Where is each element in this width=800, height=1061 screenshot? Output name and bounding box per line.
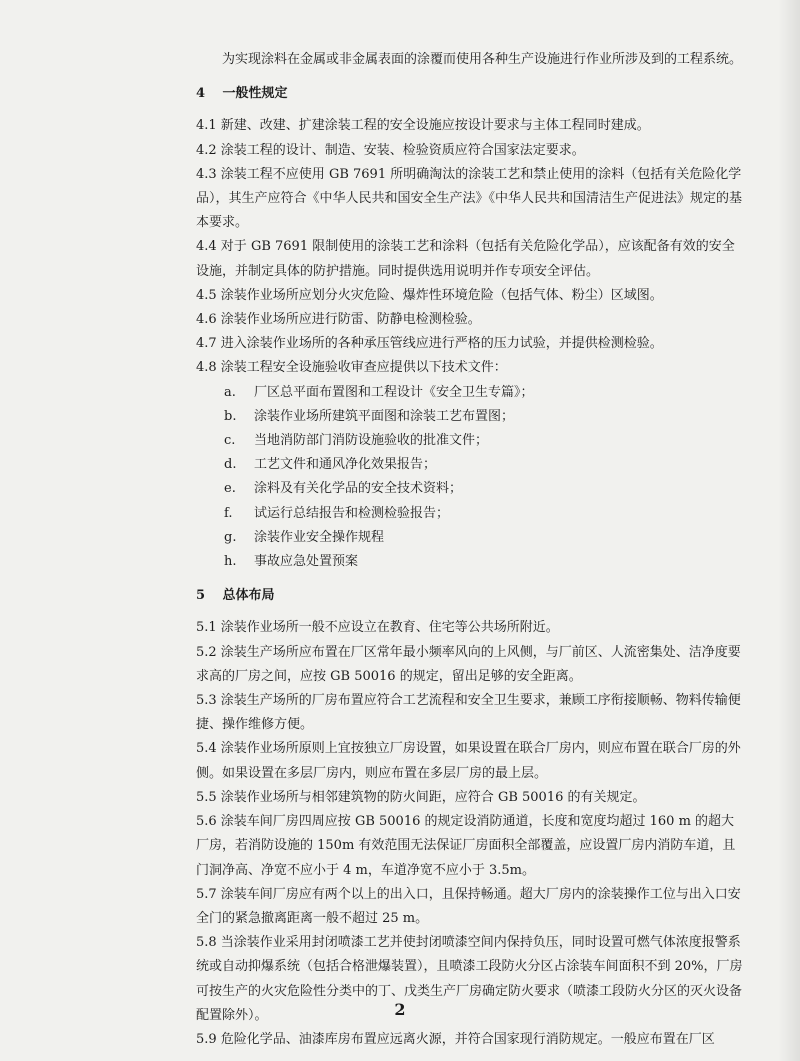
clause-5-3: 5.3 涂装生产场所的厂房布置应符合工艺流程和安全卫生要求，兼顾工序衔接顺畅、物料传输便捷、操作维修方便。 — [196, 693, 741, 733]
list-item: f. 试运行总结报告和检测检验报告； — [224, 505, 450, 521]
intro-paragraph: 为实现涂料在金属或非金属表面的涂覆而使用各种生产设施进行作业所涉及到的工程系统。 — [222, 52, 743, 67]
scan-edge-shadow — [778, 0, 800, 1061]
clause-5-8: 5.8 当涂装作业采用封闭喷漆工艺并使封闭喷漆空间内保持负压，同时设置可燃气体浓度报警系统或自动抑爆系统（包括合格泄爆装置），且喷漆工段防火分区占涂装车间面积不到 20%，厂房可按生产的火灾危险性分类中的丁、戊类生产厂房确定防火要求（喷漆工段防火分区的灭火设备配置除外）。 — [196, 935, 743, 1023]
required-documents-list — [196, 381, 744, 575]
page-number: 2 — [394, 1000, 406, 1019]
list-item: g. 涂装作业安全操作规程 — [224, 529, 385, 545]
section-5-heading — [196, 584, 744, 608]
clause-4-7: 4.7 进入涂装作业场所的各种承压管线应进行严格的压力试验，并提供检测检验。 — [196, 336, 663, 352]
list-item: d. 工艺文件和通风净化效果报告； — [224, 457, 437, 473]
section-title: 总体布局 — [222, 588, 275, 604]
section-4-heading — [196, 82, 744, 106]
clause-4-8: 4.8 涂装工程安全设施验收审查应提供以下技术文件： — [196, 360, 507, 376]
clause-5-5: 5.5 涂装作业场所与相邻建筑物的防火间距，应符合 GB 50016 的有关规定。 — [196, 789, 646, 805]
list-item: c. 当地消防部门消防设施验收的批准文件； — [224, 433, 489, 449]
section-title: 一般性规定 — [222, 86, 288, 102]
clause-4-2: 4.2 涂装工程的设计、制造、安装、检验资质应符合国家法定要求。 — [196, 142, 585, 158]
clause-4-3: 4.3 涂装工程不应使用 GB 7691 所明确淘汰的涂装工艺和禁止使用的涂料（包括有关危险化学品），其生产应符合《中华人民共和国安全生产法》《中华人民共和国清洁生产促进法》规定的基本要求。 — [196, 166, 743, 231]
clause-4-5: 4.5 涂装作业场所应划分火灾危险、爆炸性环境危险（包括气体、粉尘）区域图。 — [196, 287, 663, 303]
list-item: a. 厂区总平面布置图和工程设计《安全卫生专篇》； — [224, 384, 534, 400]
list-item: h. 事故应急处置预案 — [224, 554, 359, 570]
section-number: 4 — [196, 86, 206, 102]
clause-5-2: 5.2 涂装生产场所应布置在厂区常年最小频率风向的上风侧，与厂前区、人流密集处、洁净度要求高的厂房之间，应按 GB 50016 的规定，留出足够的安全距离。 — [196, 644, 741, 684]
clause-5-7: 5.7 涂装车间厂房应有两个以上的出入口，且保持畅通。超大厂房内的涂装操作工位与出入口安全门的紧急撤离距离一般不超过 25 m。 — [196, 886, 741, 926]
clause-4-6: 4.6 涂装作业场所应进行防雷、防静电检测检验。 — [196, 312, 481, 328]
section-number: 5 — [196, 588, 206, 604]
list-item: b. 涂装作业场所建筑平面图和涂装工艺布置图； — [224, 408, 515, 424]
clause-5-9: 5.9 危险化学品、油漆库房布置应远离火源，并符合国家现行消防规定。一般应布置在厂区 — [196, 1031, 715, 1047]
document-body — [196, 48, 744, 1052]
clause-4-4: 4.4 对于 GB 7691 限制使用的涂装工艺和涂料（包括有关危险化学品），应该配备有效的安全设施，并制定具体的防护措施。同时提供选用说明并作专项安全评估。 — [196, 239, 735, 279]
clause-5-4: 5.4 涂装作业场所原则上宜按独立厂房设置，如果设置在联合厂房内，则应布置在联合厂房的外侧。如果设置在多层厂房内，则应布置在多层厂房的最上层。 — [196, 741, 741, 781]
clause-5-6: 5.6 涂装车间厂房四周应按 GB 50016 的规定设消防通道，长度和宽度均超过 160 m 的超大厂房，若消防设施的 150m 有效范围无法保证厂房面积全部覆盖，应设置厂房内消防车道，且门洞净高、净宽不应小于 4 m，车道净宽不应小于 3.5m。 — [196, 814, 736, 878]
clause-5-1: 5.1 涂装作业场所一般不应设立在教育、住宅等公共场所附近。 — [196, 620, 559, 636]
clause-4-1: 4.1 新建、改建、扩建涂装工程的安全设施应按设计要求与主体工程同时建成。 — [196, 118, 650, 134]
list-item: e. 涂料及有关化学品的安全技术资料； — [224, 481, 463, 497]
